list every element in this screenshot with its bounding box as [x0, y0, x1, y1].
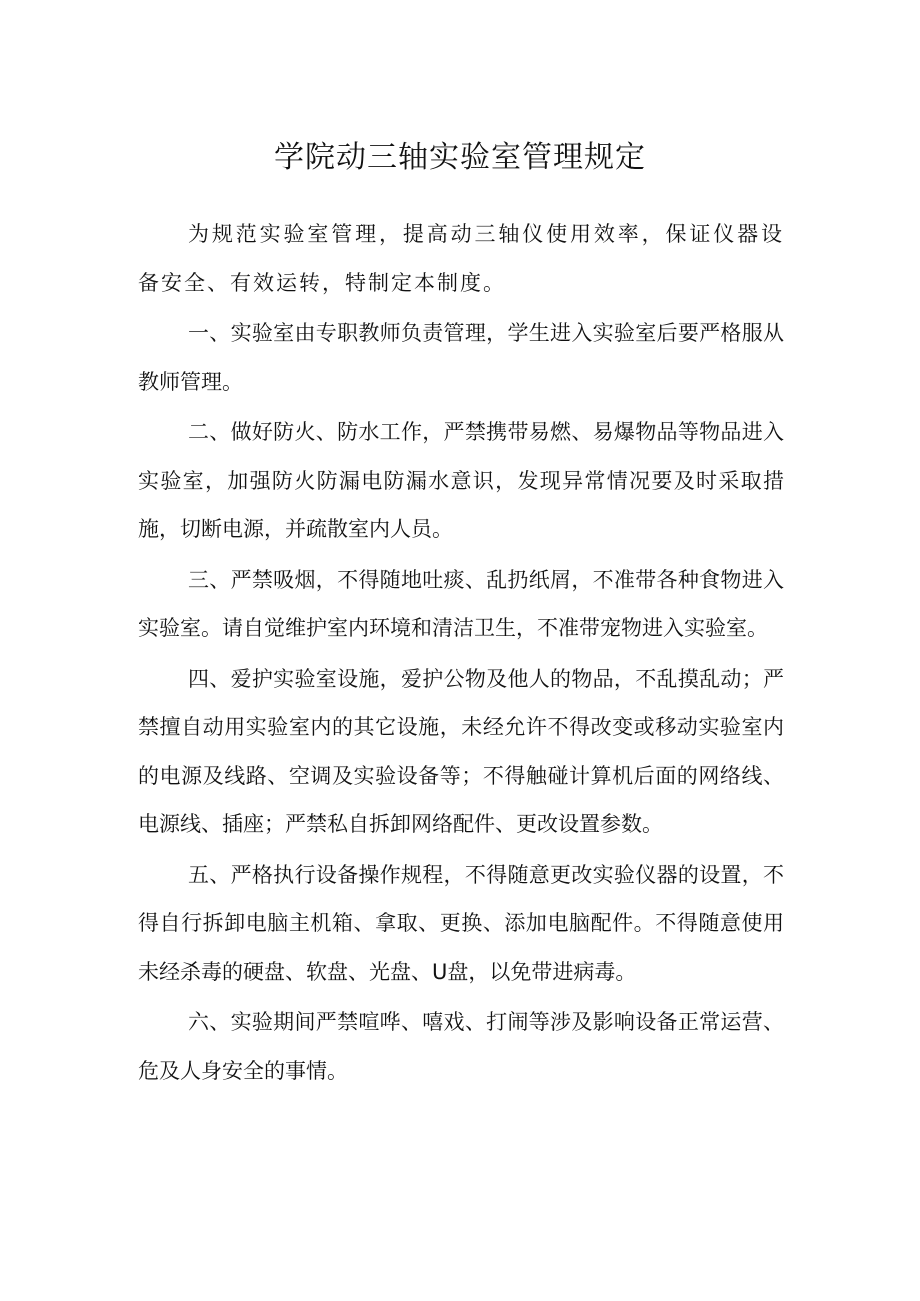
document-title: 学院动三轴实验室管理规定	[274, 140, 646, 175]
rule-paragraph-3: 三、严禁吸烟，不得随地吐痰、乱扔纸屑，不准带各种食物进入实验室。请自觉维护室内环境和清洁卫生，不准带宠物进入实验室。	[138, 567, 784, 640]
rule-paragraph-4: 四、爱护实验室设施，爱护公物及他人的物品，不乱摸乱动；严禁擅自动用实验室内的其它设施，未经允许不得改变或移动实验室内的电源及线路、空调及实验设备等；不得触碰计算机后面的网络线、电源线、插座；严禁私自拆卸网络配件、更改设置参数。	[138, 666, 784, 836]
rule-paragraph-5: 五、严格执行设备操作规程，不得随意更改实验仪器的设置，不得自行拆卸电脑主机箱、拿取、更换、添加电脑配件。不得随意使用未经杀毒的硬盘、软盘、光盘、U盘，以免带进病毒。	[138, 862, 784, 984]
intro-paragraph: 为规范实验室管理，提高动三轴仪使用效率，保证仪器设备安全、有效运转，特制定本制度。	[138, 222, 784, 295]
rule-paragraph-1: 一、实验室由专职教师负责管理，学生进入实验室后要严格服从教师管理。	[138, 321, 784, 394]
rule-paragraph-2: 二、做好防火、防水工作，严禁携带易燃、易爆物品等物品进入实验室，加强防火防漏电防漏水意识，发现异常情况要及时采取措施，切断电源，并疏散室内人员。	[138, 420, 784, 541]
rule-paragraph-6: 六、实验期间严禁喧哗、嘻戏、打闹等涉及影响设备正常运营、危及人身安全的事情。	[138, 1010, 784, 1083]
document-body	[138, 210, 784, 1097]
